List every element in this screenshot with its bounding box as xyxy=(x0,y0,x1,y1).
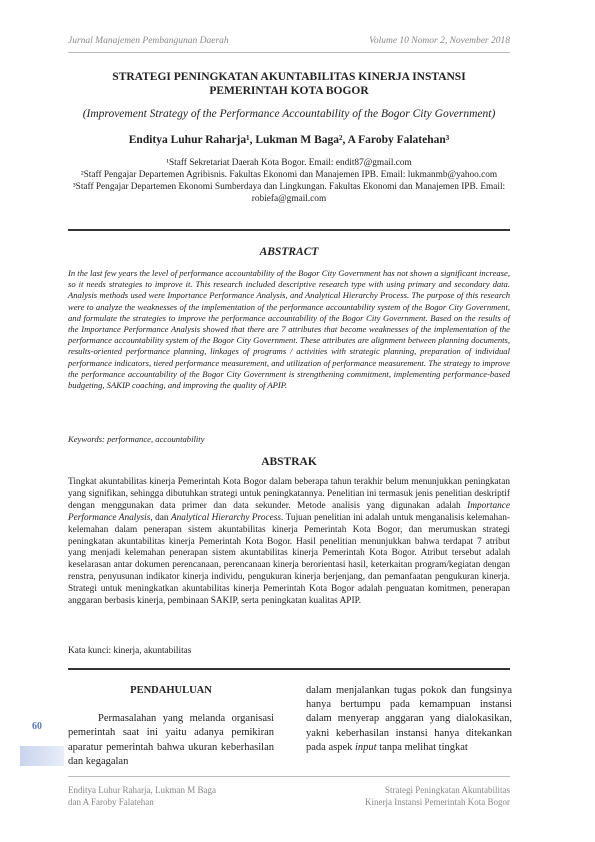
header-rule xyxy=(68,52,510,53)
intro-input-term: input xyxy=(354,741,377,753)
english-title: (Improvement Strategy of the Performance Accountability of the Bogor City Government) xyxy=(82,108,496,120)
affiliation-3: ³Staff Pengajar Departemen Ekonomi Sumberdaya dan Lingkungan. Fakultas Ekonomi dan Manajemen IPB. Email: robiefa@gmail.com xyxy=(72,182,506,204)
affiliation-2: ²Staff Pengajar Departemen Agribisnis. Fakultas Ekonomi dan Manajemen IPB. Email: lukmanmb@yahoo.com xyxy=(80,170,498,180)
right-column xyxy=(306,684,512,755)
abstrak-text-3: . Tujuan penelitian ini adalah untuk menganalisis kelemahan-kelemahan dalam penerapan sistem akuntabilitas kinerja Pemerintah Kota Bogor, dan merumuskan strategi peningkatan akuntabilitas kinerja Pemerintah Kota Bogor. Hasil penelitian menunjukkan bahwa terdapat 7 atribut yang menjadi kelemahan penerapan sistem akuntabilitas kinerja Pemerintah Kota Bogor. Atribut tersebut adalah keselarasan antar dokumen perencanaan, perencanaan kinerja berorientasi hasil, keterkaitan program/kegiatan dengan renstra, penyusunan indikator kinerja individu, pengukuran kinerja berjenjang, dan pemanfaatan pengukuran kinerja. Strategi untuk meningkatkan akuntabilitas kinerja Pemerintah Kota Bogor adalah penguatan komitmen, penerapan anggaran berbasis kinerja, pembinaan SAKIP, serta peningkatan kualitas APIP. xyxy=(68,512,511,607)
volume-info: Volume 10 Nomor 2, November 2018 xyxy=(369,36,510,46)
journal-name: Jurnal Manajemen Pembangunan Daerah xyxy=(68,36,229,46)
abstrak-heading: ABSTRAK xyxy=(261,456,317,468)
intro-right-a: dalam menjalankan tugas pokok dan fungsinya hanya bertumpu pada kemampuan instansi dalam menyerap anggaran yang dialokasikan, yakni keberhasilan instansi hanya ditekankan pada aspek xyxy=(306,685,512,753)
page-number: 60 xyxy=(32,721,42,732)
affiliation-1: ¹Staff Sekretariat Daerah Kota Bogor. Email: endit87@gmail.com xyxy=(166,158,412,168)
abstrak-text-2: , dan xyxy=(150,512,171,523)
abstrak-ipa: Importance Performance Analysis xyxy=(68,500,510,523)
title-line-2: PEMERINTAH KOTA BOGOR xyxy=(209,85,369,97)
footer-left-line-2: dan A Faroby Falatehan xyxy=(68,797,154,807)
keywords-indonesian: Kata kunci: kinerja, akuntabilitas xyxy=(68,646,192,656)
page-tab-decoration xyxy=(20,746,64,766)
abstrak-body xyxy=(68,477,510,608)
footer-right-line-2: Kinerja Instansi Pemerintah Kota Bogor xyxy=(365,797,510,807)
affiliations xyxy=(68,157,510,205)
footer-title xyxy=(365,784,510,808)
keywords-english: Keywords: performance, accountability xyxy=(68,434,205,444)
intro-left-text: Permasalahan yang melanda organisasi pemerintah saat ini yaitu adanya pemikiran aparatur pemerintah bahwa ukuran keberhasilan dan kegagalan xyxy=(68,713,274,767)
footer-left-line-1: Enditya Luhur Raharja, Lukman M Baga xyxy=(68,785,216,795)
abstract-body: In the last few years the level of performance accountability of the Bogor City Government has not shown a significant increase, so it needs strategies to improve it. This research included descriptive research type with using primary and secondary data. Analysis methods used were Importance Performance Analysis, and Analytical Hierarchy Process. The purpose of this research were to analyze the weaknesses of the implementation of the performance accountability system of the Bogor City Government, and formulate the strategies to improve the performance accountability of the Bogor City Government. Based on the results of the Importance Performance Analysis showed that there are 7 attributes that become weaknesses of the implementation of the performance accountability system of the Bogor City Government. These attributes are alignment between planning documents, results-oriented performance planning, linkages of programs / activities with strategic planning, preparation of individual performance indicators, tiered performance measurement, and utilization of performance measurement. The strategy to improve the performance accountability of the Bogor City Government is strengthening commitment, implementing performance-based budgeting, SAKIP coaching, and improving the quality of APIP. xyxy=(68,268,510,391)
intro-right-text xyxy=(306,684,512,755)
footer-rule xyxy=(68,776,510,777)
abstract-heading: ABSTRACT xyxy=(259,246,319,258)
abstrak-ahp: Analytical Hierarchy Process xyxy=(170,512,281,523)
section-divider xyxy=(68,229,510,231)
title-line-1: STRATEGI PENINGKATAN AKUNTABILITAS KINERJA INSTANSI xyxy=(112,71,466,83)
running-header xyxy=(68,36,510,46)
footer-authors xyxy=(68,784,216,808)
section-divider-2 xyxy=(68,668,510,670)
footer-right-line-1: Strategi Peningkatan Akuntabilitas xyxy=(385,785,510,795)
left-column xyxy=(68,684,274,769)
abstrak-text-1: Tingkat akuntabilitas kinerja Pemerintah Kota Bogor dalam beberapa tahun terakhir belum menunjukkan peningkatan yang signifikan, sehingga dibutuhkan strategi untuk peningkatannya. Penelitian ini termasuk jenis penelitian deskriptif dengan menggunakan data primer dan data sekunder. Metode analisis yang digunakan adalah xyxy=(68,477,510,511)
intro-heading: PENDAHULUAN xyxy=(130,685,212,696)
paper-title xyxy=(68,70,510,98)
intro-right-b: tanpa melihat tingkat xyxy=(376,741,468,753)
author-list: Enditya Luhur Raharja¹, Lukman M Baga², A Faroby Falatehan³ xyxy=(128,134,450,146)
